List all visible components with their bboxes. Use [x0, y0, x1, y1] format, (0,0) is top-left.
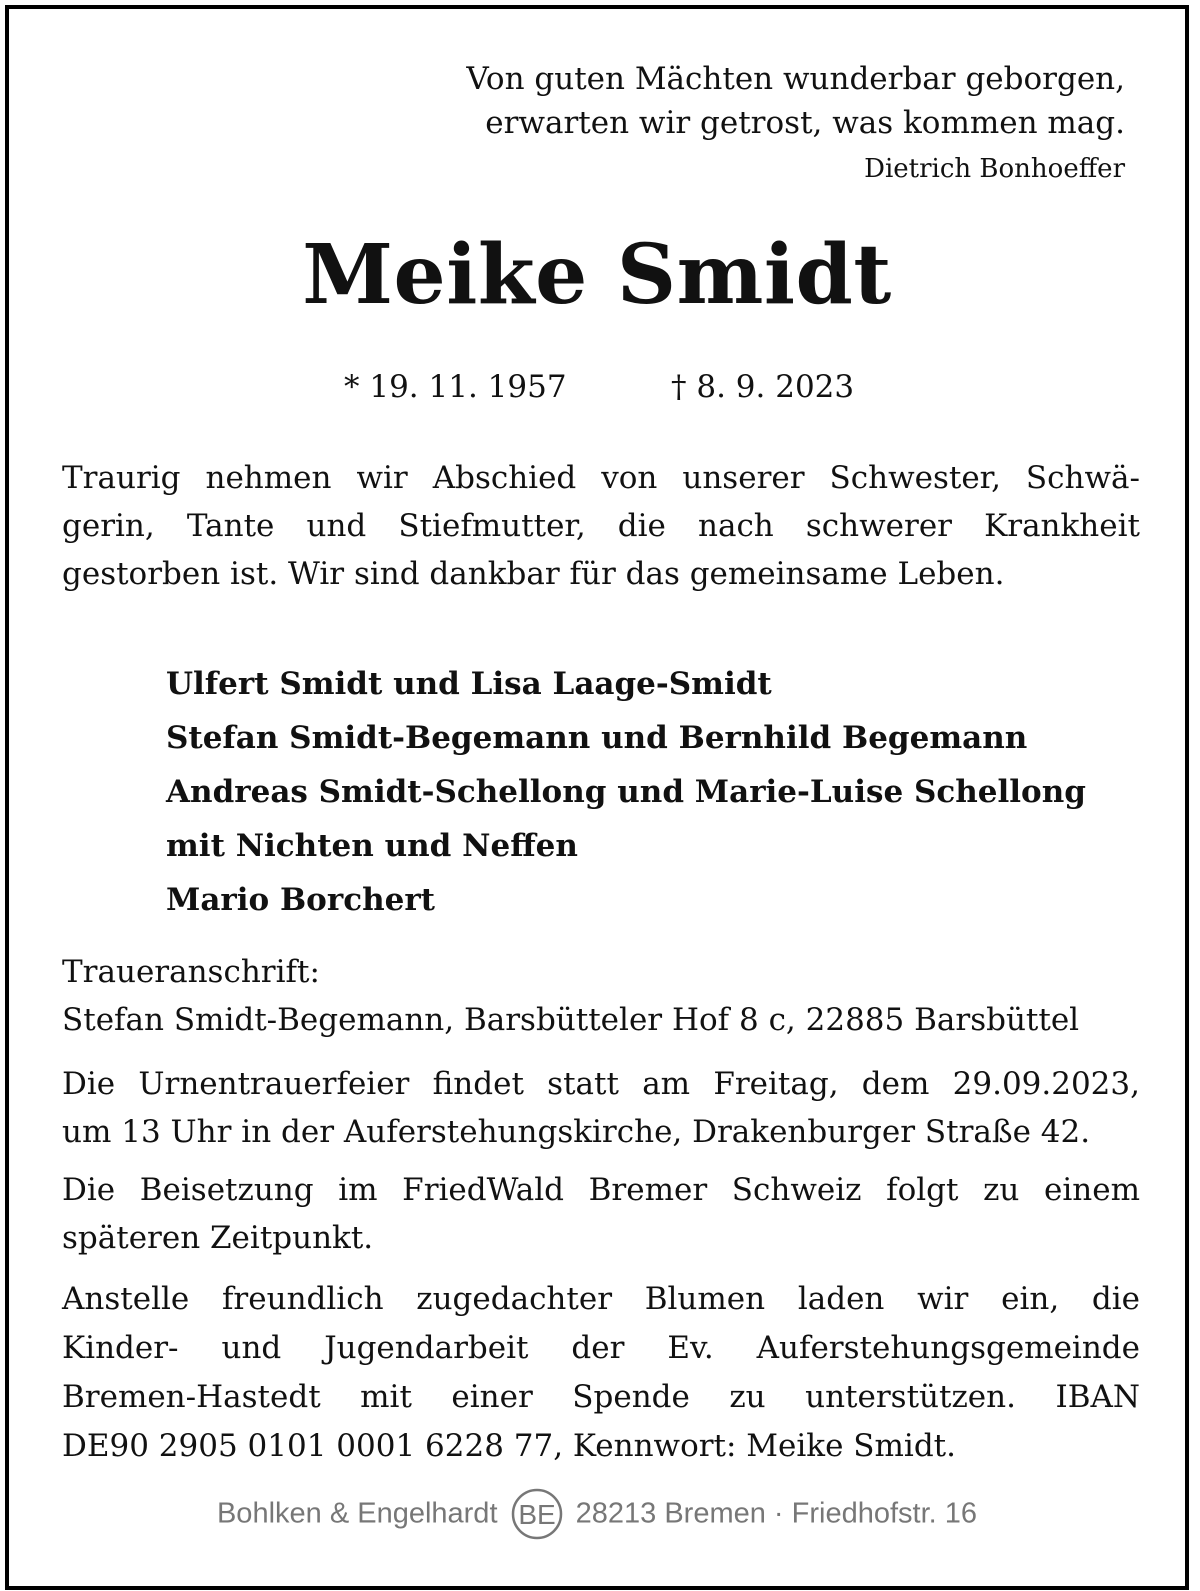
address-label: Traueranschrift:	[62, 954, 320, 990]
donation-line: Bremen-Hastedt mit einer Spende zu unterstützen. IBAN	[62, 1379, 1140, 1415]
motto-line-2: erwarten wir getrost, was kommen mag.	[485, 105, 1125, 141]
donation-line: Kinder- und Jugendarbeit der Ev. Auferstehungsgemeinde	[62, 1330, 1140, 1366]
mourner: Andreas Smidt-Schellong und Marie-Luise Schellong	[166, 774, 1086, 810]
motto-author: Dietrich Bonhoeffer	[864, 154, 1125, 184]
motto-line-1: Von guten Mächten wunderbar geborgen,	[466, 61, 1125, 97]
donation-line: Anstelle freundlich zugedachter Blumen laden wir ein, die	[62, 1281, 1140, 1317]
mourner: Mario Borchert	[166, 882, 435, 918]
service-paragraph	[62, 1060, 1140, 1156]
birth-date: * 19. 11. 1957	[344, 369, 567, 405]
service-line: um 13 Uhr in der Auferstehungskirche, Drakenburger Straße 42.	[62, 1114, 1091, 1150]
intro-paragraph	[62, 454, 1140, 598]
donation-line: DE90 2905 0101 0001 6228 77, Kennwort: Meike Smidt.	[62, 1428, 956, 1464]
funeral-home-logo-icon	[510, 1487, 564, 1541]
address-value: Stefan Smidt-Begemann, Barsbütteler Hof 8 c, 22885 Barsbüttel	[62, 1002, 1080, 1038]
intro-line: gestorben ist. Wir sind dankbar für das gemeinsame Leben.	[62, 556, 1005, 592]
obituary-notice	[5, 5, 1189, 1590]
mourner: Ulfert Smidt und Lisa Laage-Smidt	[166, 666, 772, 702]
mourners-list	[166, 657, 1086, 927]
burial-paragraph	[62, 1166, 1140, 1262]
svg-text:BE: BE	[517, 1499, 556, 1530]
burial-line: Die Beisetzung im FriedWald Bremer Schweiz folgt zu einem	[62, 1172, 1140, 1208]
funeral-home-name: Bohlken & Engelhardt	[216, 1497, 498, 1530]
death-date: † 8. 9. 2023	[671, 369, 855, 405]
service-line: Die Urnentrauerfeier findet statt am Freitag, dem 29.09.2023,	[62, 1066, 1140, 1102]
intro-line: gerin, Tante und Stiefmutter, die nach schwerer Krankheit	[62, 508, 1140, 544]
deceased-name: Meike Smidt	[302, 227, 892, 323]
intro-line: Traurig nehmen wir Abschied von unserer Schwester, Schwä-	[62, 460, 1140, 496]
burial-line: späteren Zeitpunkt.	[62, 1220, 374, 1256]
funeral-home-address: 28213 Bremen · Friedhofstr. 16	[575, 1497, 978, 1530]
donation-paragraph	[62, 1275, 1140, 1471]
mourner: Stefan Smidt-Begemann und Bernhild Begemann	[166, 720, 1028, 756]
funeral-home-footer	[9, 1487, 1185, 1541]
mourner: mit Nichten und Neffen	[166, 828, 578, 864]
